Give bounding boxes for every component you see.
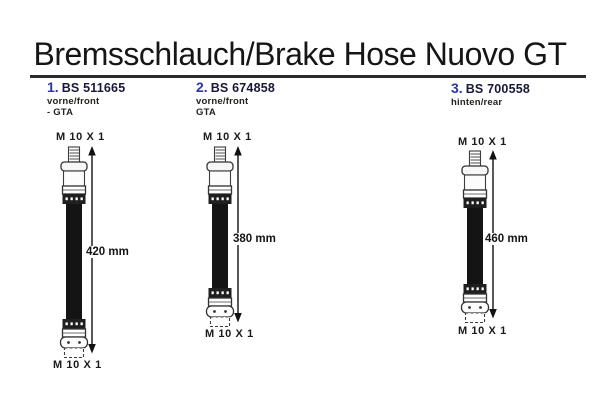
thread-label-top-1: M 10 X 1: [56, 131, 105, 143]
part-position: vorne/front: [196, 96, 249, 107]
banjo-fitting: [61, 337, 88, 348]
fitting-body: [465, 175, 486, 190]
hose-tube: [66, 204, 82, 319]
banjo-fitting: [207, 306, 234, 317]
part-number: BS 700558: [465, 82, 531, 96]
end-cap: [211, 317, 230, 327]
hex-collar: [207, 162, 233, 171]
part-variant: GTA: [196, 107, 216, 118]
hex-collar: [61, 162, 87, 171]
threaded-stub: [215, 147, 226, 162]
fitting-body: [64, 171, 85, 186]
length-label-1: 420 mm: [86, 246, 129, 258]
part-number-row: [196, 81, 275, 95]
title-divider: [30, 75, 586, 78]
fitting-body: [210, 171, 231, 186]
length-label-3: 460 mm: [485, 233, 528, 245]
part-label-1: [47, 81, 125, 118]
thread-label-bottom-1: M 10 X 1: [53, 359, 102, 371]
part-variant: - GTA: [47, 107, 74, 118]
part-number: BS 511665: [61, 81, 126, 95]
thread-label-bottom-2: M 10 X 1: [205, 328, 254, 340]
part-number-row: [47, 81, 125, 95]
end-cap: [65, 348, 84, 358]
thread-label-top-3: M 10 X 1: [458, 136, 507, 148]
end-cap: [466, 313, 485, 323]
threaded-stub: [69, 147, 80, 162]
page-title: Bremsschlauch/Brake Hose Nuovo GT: [33, 36, 567, 72]
part-label-3: [451, 82, 530, 108]
banjo-fitting: [462, 302, 489, 313]
hose-tube: [212, 204, 228, 288]
hose-tube: [467, 208, 483, 284]
part-number-row: [451, 82, 530, 96]
thread-label-bottom-3: M 10 X 1: [458, 325, 507, 337]
part-label-2: [196, 81, 275, 118]
hex-collar: [462, 166, 488, 175]
part-index: 1.: [47, 79, 59, 95]
part-position: vorne/front: [47, 96, 100, 107]
thread-label-top-2: M 10 X 1: [203, 131, 252, 143]
threaded-stub: [470, 151, 481, 166]
length-label-2: 380 mm: [233, 233, 276, 245]
part-position: hinten/rear: [451, 97, 503, 108]
part-number: BS 674858: [210, 81, 276, 95]
part-index: 2.: [196, 79, 208, 95]
part-index: 3.: [451, 80, 463, 96]
